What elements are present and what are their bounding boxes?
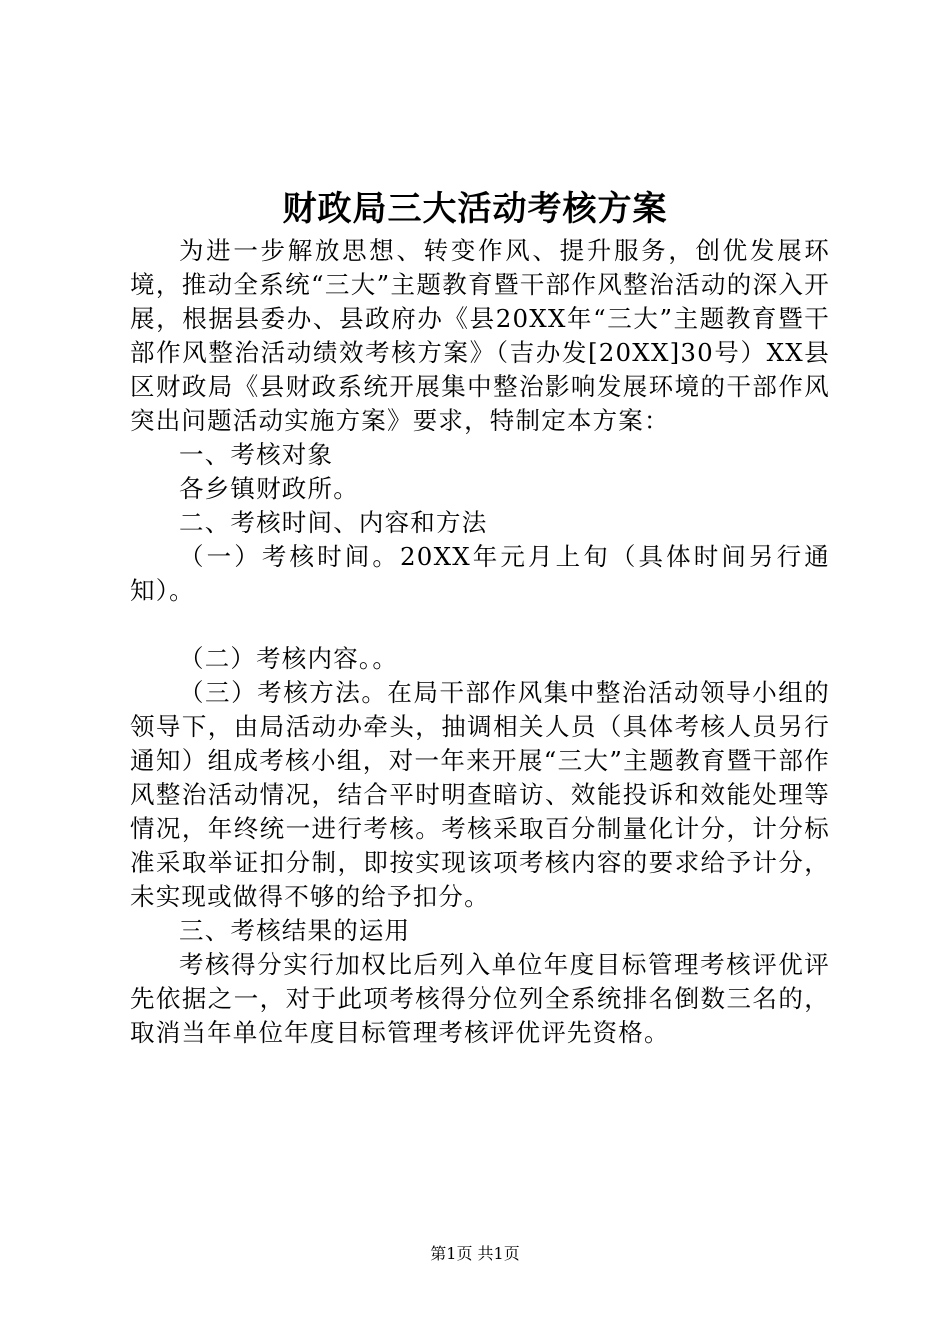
section-heading-time-content-method: 二、考核时间、内容和方法 [179, 508, 488, 537]
page-footer: 第1页 共1页 [430, 1244, 520, 1263]
targets-paragraph: 各乡镇财政所。 [179, 474, 359, 503]
section-heading-targets: 一、考核对象 [179, 440, 334, 469]
document-title: 财政局三大活动考核方案 [282, 189, 668, 229]
section-heading-results: 三、考核结果的运用 [179, 916, 411, 945]
document-body [130, 234, 830, 1050]
results-paragraph: 考核得分实行加权比后列入单位年度目标管理考核评优评先依据之一，对于此项考核得分位列全系统排名倒数三名的，取消当年单位年度目标管理考核评优评先资格。 [130, 950, 830, 1047]
assessment-method-paragraph: （三）考核方法。在局干部作风集中整治活动领导小组的领导下，由局活动办牵头，抽调相关人员（具体考核人员另行通知）组成考核小组，对一年来开展“三大”主题教育暨干部作风整治活动情况，结合平时明查暗访、效能投诉和效能处理等情况，年终统一进行考核。考核采取百分制量化计分，计分标准采取举证扣分制，即按实现该项考核内容的要求给予计分，未实现或做得不够的给予扣分。 [130, 678, 830, 911]
assessment-content-paragraph: （二）考核内容。。 [179, 644, 399, 673]
assessment-time-paragraph: （一）考核时间。20XX年元月上旬（具体时间另行通知）。 [130, 542, 830, 605]
intro-paragraph: 为进一步解放思想、转变作风、提升服务，创优发展环境，推动全系统“三大”主题教育暨干部作风整治活动的深入开展，根据县委办、县政府办《县20XX年“三大”主题教育暨干部作风整治活动绩效考核方案》（吉办发[20XX]30号）XX县区财政局《县财政系统开展集中整治影响发展环境的干部作风突出问题活动实施方案》要求，特制定本方案： [130, 236, 830, 435]
